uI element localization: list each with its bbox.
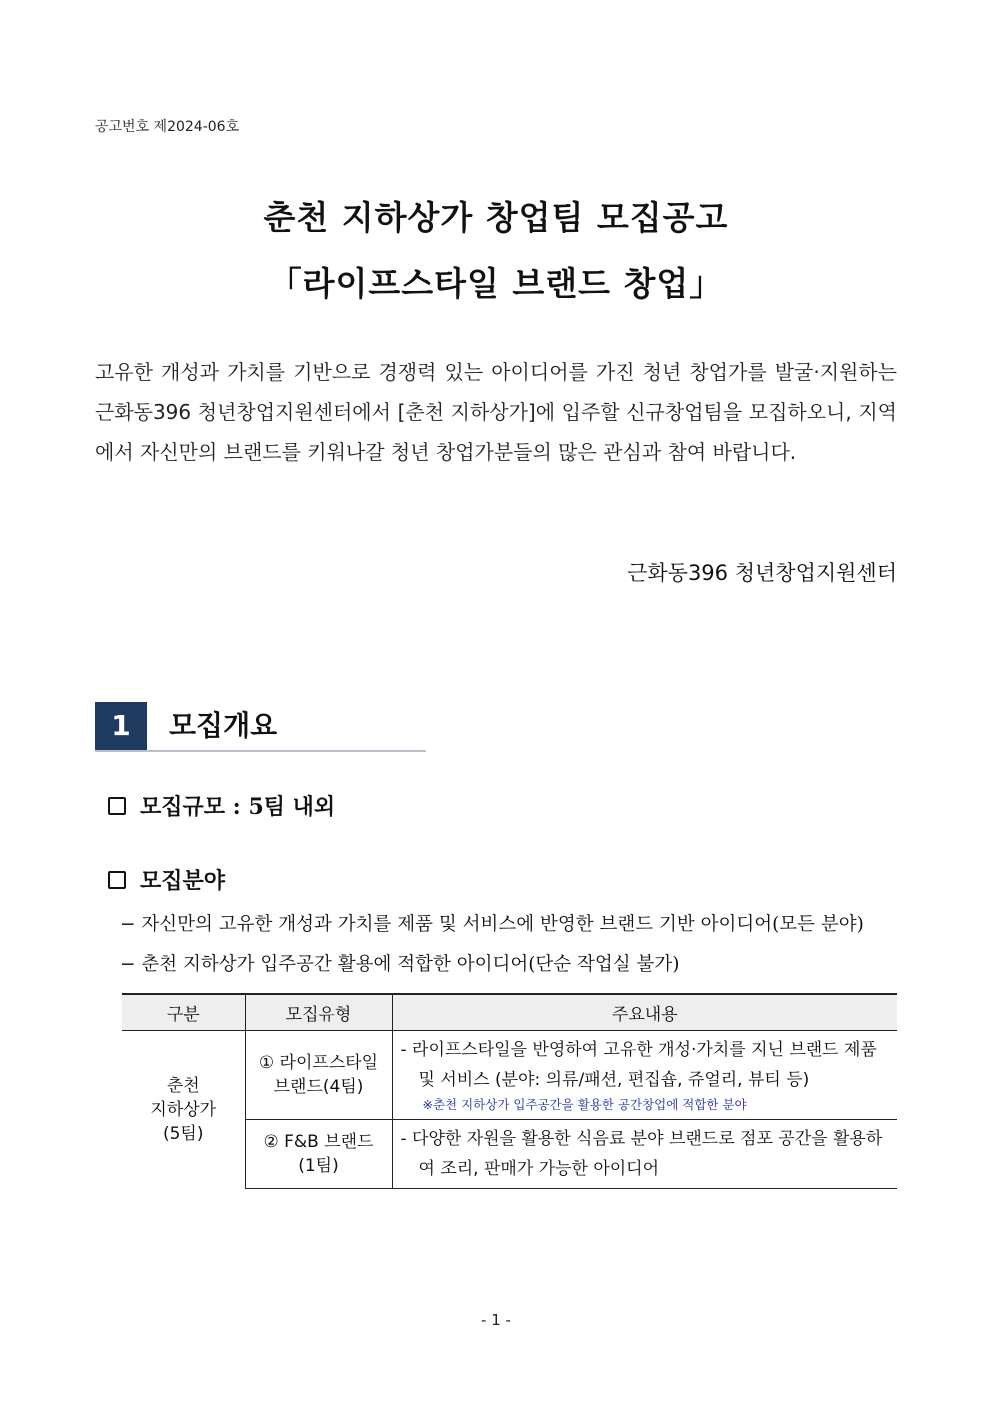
content-cell xyxy=(392,1120,897,1189)
type-cell xyxy=(245,1031,392,1120)
region-line: 춘천 xyxy=(166,1075,200,1096)
intro-paragraph: 고유한 개성과 가치를 기반으로 경쟁력 있는 아이디어를 가진 청년 창업가를 발굴·지원하는 근화동396 청년창업지원센터에서 [춘천 지하상가]에 입주할 신규창업팀을 모집하오니, 지역에서 자신만의 브랜드를 키워나갈 청년 창업가분들의 많은 관심과 참여 바랍니다. xyxy=(95,360,897,464)
recruit-scale-item xyxy=(108,790,335,821)
type-line: ② F&B 브랜드 xyxy=(263,1132,374,1152)
type-line: ① 라이프스타일 xyxy=(258,1053,379,1073)
recruit-field-heading: 모집분야 xyxy=(140,868,226,894)
type-line: (1팀) xyxy=(298,1156,339,1176)
type-cell xyxy=(245,1120,392,1189)
issuer-signature: 근화동396 청년창업지원센터 xyxy=(627,561,897,585)
header-type: 모집유형 xyxy=(245,994,392,1031)
section-header xyxy=(95,702,426,752)
page-number: - 1 - xyxy=(481,1311,511,1329)
region-cell xyxy=(122,1031,245,1189)
recruit-field-item xyxy=(108,864,225,895)
checkbox-square-icon xyxy=(108,871,126,889)
region-line: (5팀) xyxy=(162,1123,204,1144)
region-line: 지하상가 xyxy=(150,1099,217,1120)
notice-number: 공고번호 제2024-06호 xyxy=(95,119,240,135)
header-category: 구분 xyxy=(122,994,245,1031)
header-content: 주요내용 xyxy=(392,994,897,1031)
title-line-1: 춘천 지하상가 창업팀 모집공고 xyxy=(263,198,729,237)
type-line: 브랜드(4팀) xyxy=(273,1077,364,1097)
table-row xyxy=(122,1031,897,1120)
checkbox-square-icon xyxy=(108,797,126,815)
section-number: 1 xyxy=(95,702,147,750)
field-item: − 자신만의 고유한 개성과 가치를 제품 및 서비스에 반영한 브랜드 기반 아이디어(모든 분야) xyxy=(120,914,864,935)
table-header-row xyxy=(122,994,897,1031)
recruit-table xyxy=(122,993,897,1189)
section-title: 모집개요 xyxy=(169,709,278,742)
recruit-scale-text: 모집규모 : 5팀 내외 xyxy=(140,794,336,820)
field-item: − 춘천 지하상가 입주공간 활용에 적합한 아이디어(단순 작업실 불가) xyxy=(120,954,680,975)
content-text: - 다양한 자원을 활용한 식음료 분야 브랜드로 점포 공간을 활용하여 조리, 판매가 가능한 아이디어 xyxy=(400,1129,883,1179)
title-line-2: 「라이프스타일 브랜드 창업」 xyxy=(268,264,724,303)
content-note: ※춘천 지하상가 입주공간을 활용한 공간창업에 적합한 분야 xyxy=(422,1097,747,1112)
content-text: - 라이프스타일을 반영하여 고유한 개성·가치를 지닌 브랜드 제품 및 서비스 (분야: 의류/패션, 편집숍, 쥬얼리, 뷰티 등) xyxy=(400,1040,877,1090)
content-cell xyxy=(392,1031,897,1120)
